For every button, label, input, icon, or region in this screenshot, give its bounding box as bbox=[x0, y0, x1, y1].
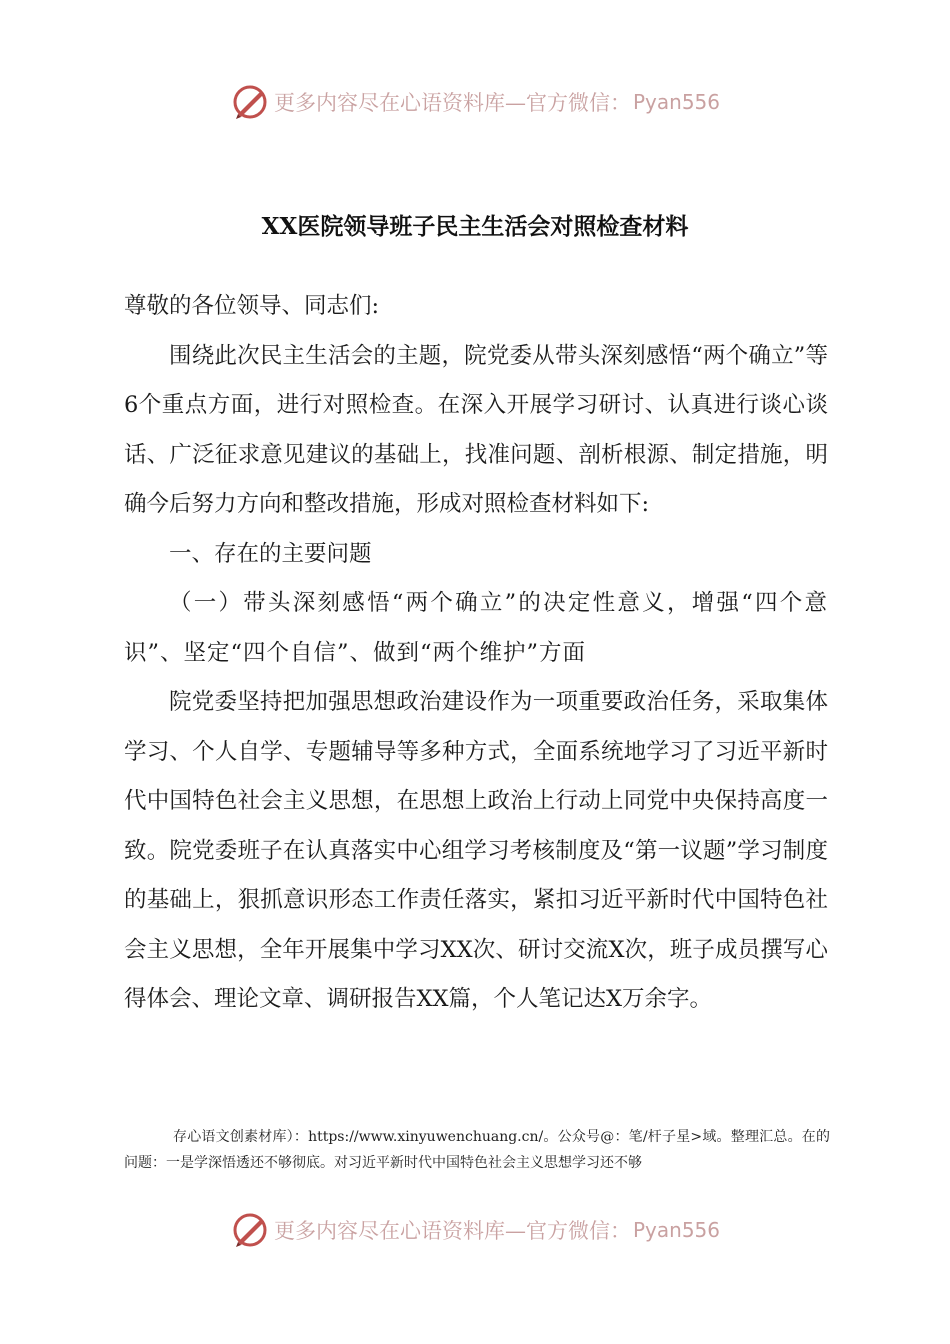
banner-text: 更多内容尽在心语资料库—官方微信： bbox=[273, 91, 631, 115]
footnote bbox=[124, 1124, 830, 1176]
intro-paragraph: 围绕此次民主生活会的主题，院党委从带头深刻感悟“两个确立”等6个重点方面，进行对照检查。在深入开展学习研讨、认真进行谈心谈话、广泛征求意见建议的基础上，找准问题、剖析根源、制定措施，明确今后努力方向和整改措施，形成对照检查材料如下: bbox=[124, 342, 828, 517]
banner-wechat-id: Pyan556 bbox=[632, 1218, 720, 1242]
document-title: XX医院领导班子民主生活会对照检查材料 bbox=[261, 213, 689, 240]
pen-logo-icon bbox=[230, 1210, 270, 1250]
greeting: 尊敬的各位领导、同志们: bbox=[124, 293, 380, 319]
banner-text: 更多内容尽在心语资料库—官方微信： bbox=[273, 1219, 631, 1243]
body-paragraph: 院党委坚持把加强思想政治建设作为一项重要政治任务，采取集体学习、个人自学、专题辅导等多种方式，全面系统地学习了习近平新时代中国特色社会主义思想，在思想上政治上行动上同党中央保持高度一致。院党委班子在认真落实中心组学习考核制度及“第一议题”学习制度的基础上，狠抓意识形态工作责任落实，紧扣习近平新时代中国特色社会主义思想，全年开展集中学习XX次、研讨交流X次，班子成员撰写心得体会、理论文章、调研报告XX篇，个人笔记达X万余字。 bbox=[124, 689, 828, 1012]
banner-wechat-id: Pyan556 bbox=[632, 90, 720, 114]
section-heading: 一、存在的主要问题 bbox=[169, 540, 372, 567]
header-banner bbox=[0, 78, 950, 126]
footer-banner bbox=[0, 1206, 950, 1254]
pen-logo-icon bbox=[230, 82, 270, 122]
subsection-heading: （一）带头深刻感悟“两个确立”的决定性意义，增强“四个意识”、坚定“四个自信”、做到“两个维护”方面 bbox=[124, 590, 828, 666]
document-body bbox=[124, 282, 828, 1025]
footnote-text: 存心语文创素材库）：https://www.xinyuwenchuang.cn/。公众号@：笔/杆子星>域。整理汇总。在的问题：一是学深悟透还不够彻底。对习近平新时代中国特色社会主义思想学习还不够 bbox=[124, 1129, 830, 1171]
